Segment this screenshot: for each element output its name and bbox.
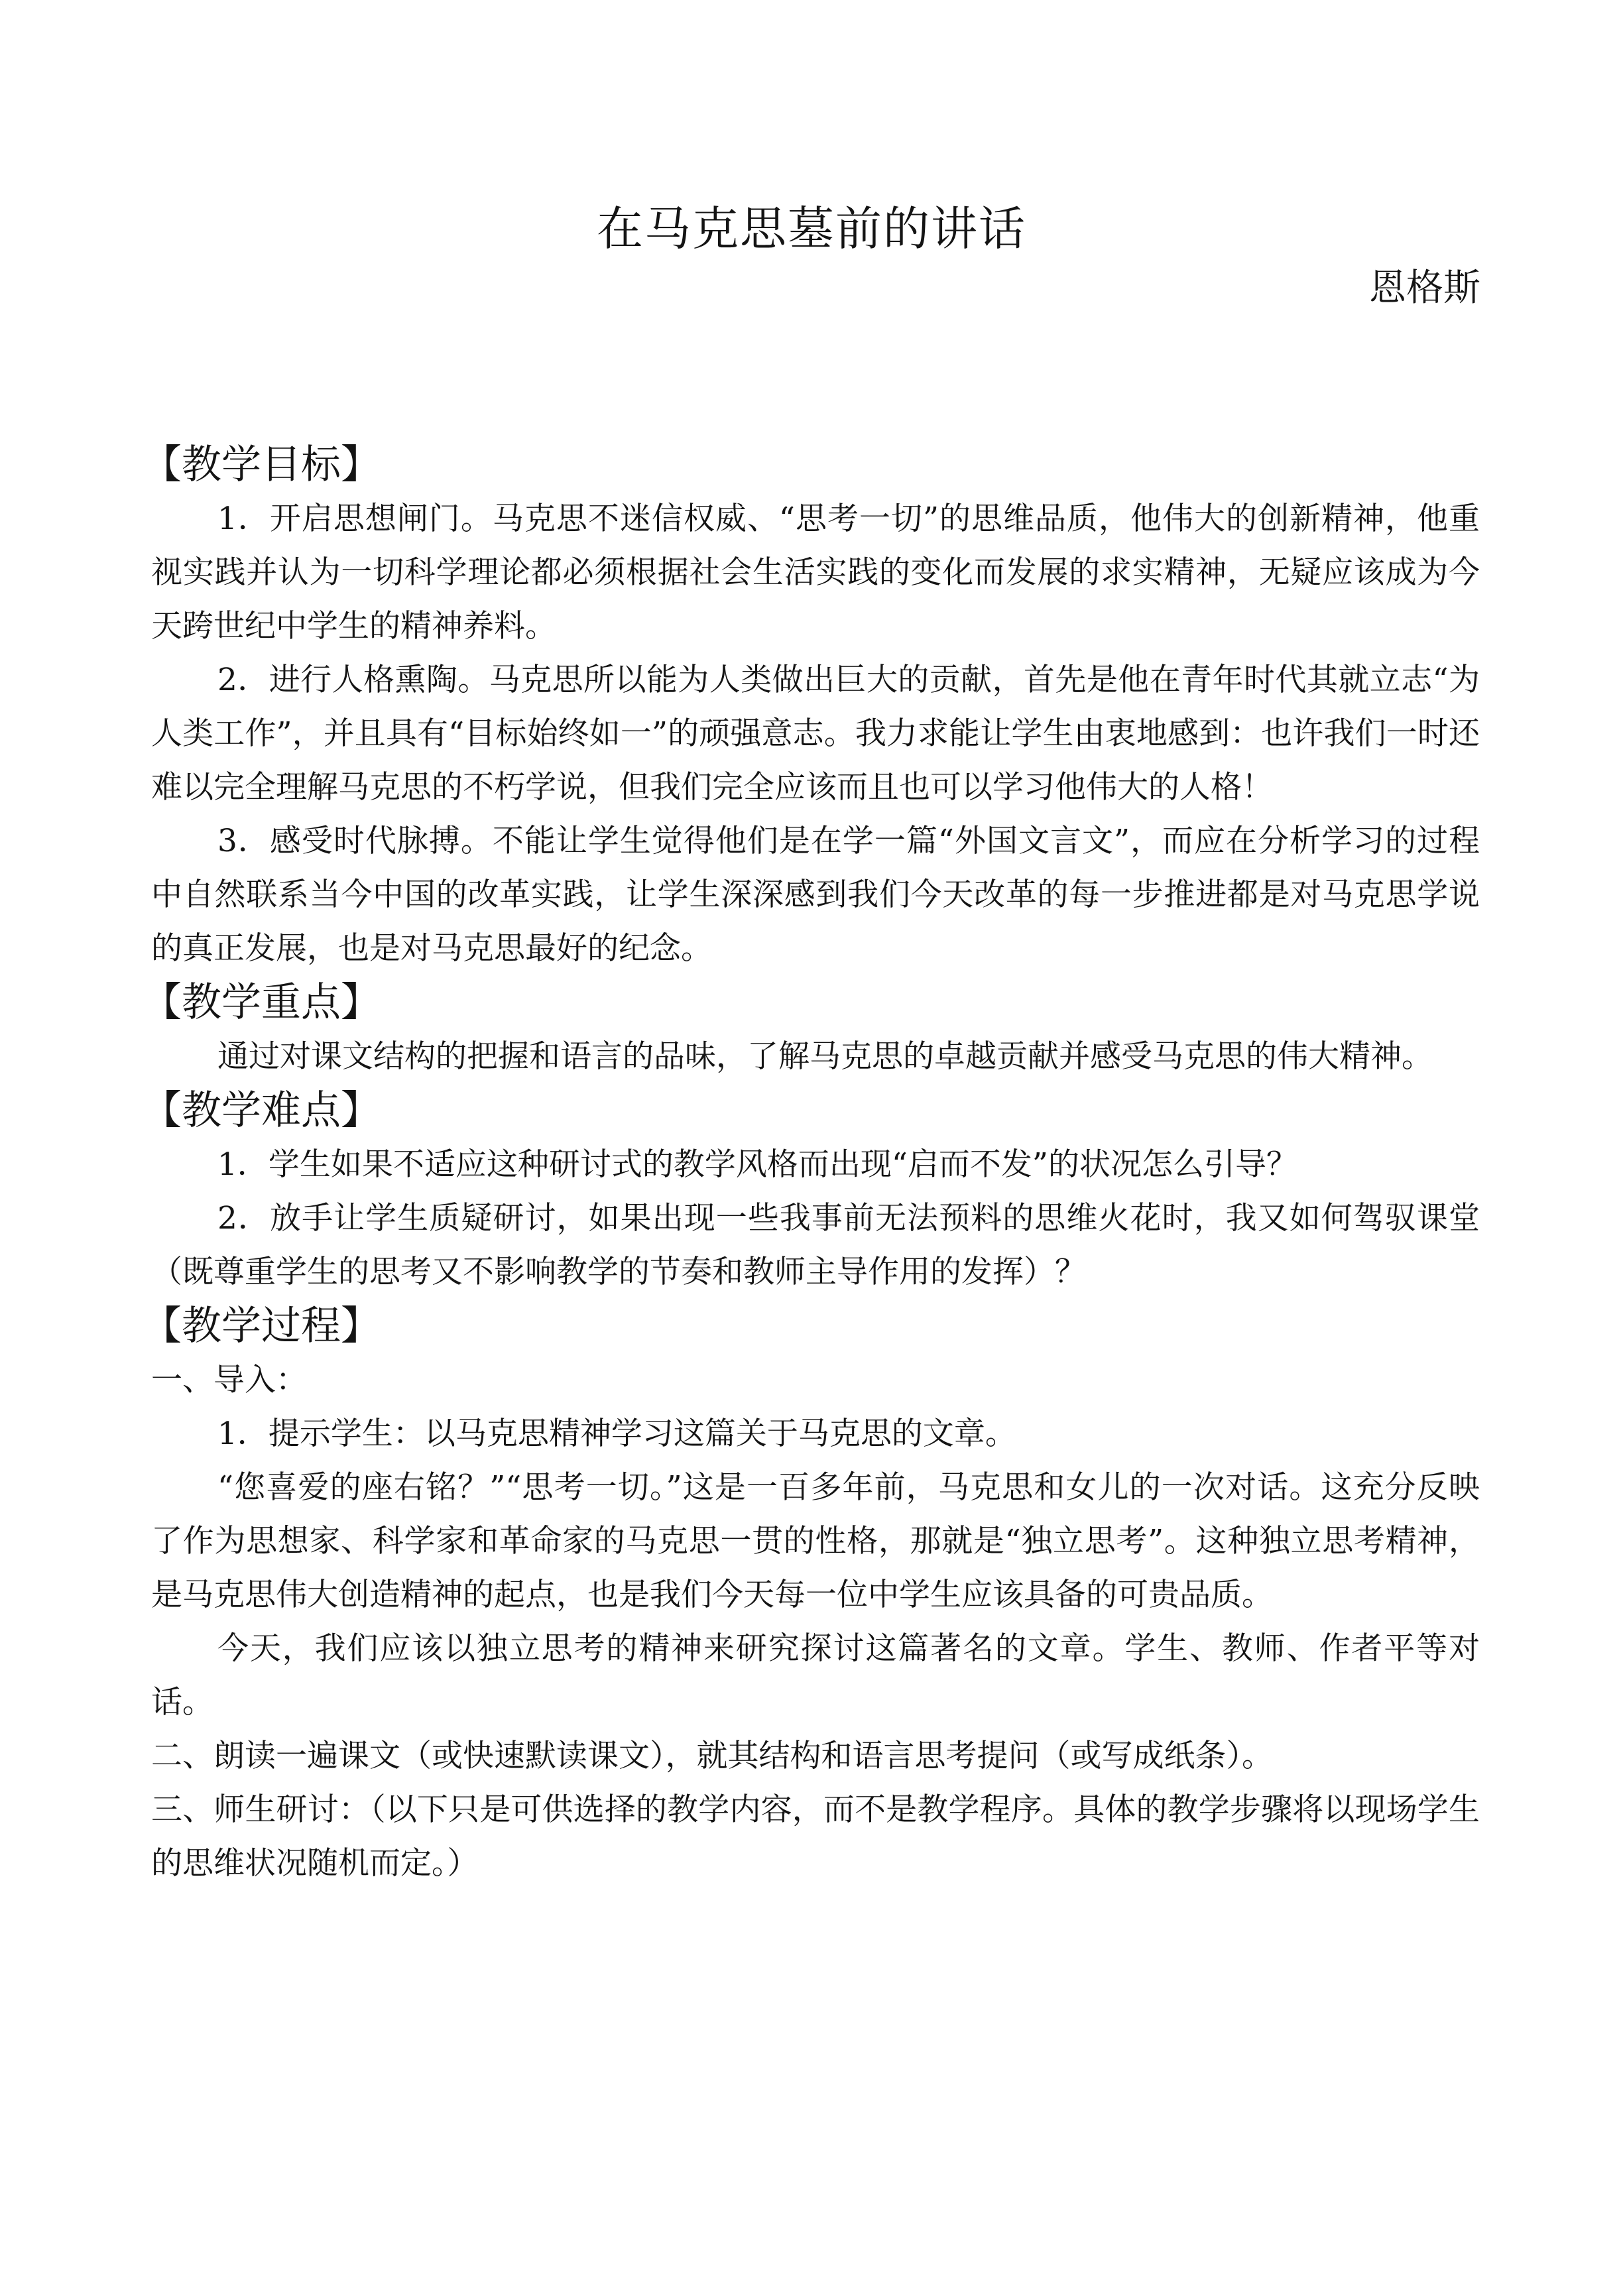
focus-paragraph-1: 通过对课文结构的把握和语言的品味，了解马克思的卓越贡献并感受马克思的伟大精神。 bbox=[217, 1038, 1433, 1075]
difficulty-paragraph-2: 2．放手让学生质疑研讨，如果出现一些我事前无法预料的思维火花时，我又如何驾驭课堂（既尊重学生的思考又不影响教学的节奏和教师主导作用的发挥）？ bbox=[151, 1200, 1480, 1290]
section-heading-process: 【教学过程】 bbox=[142, 1303, 381, 1349]
goals-paragraph-2: 2．进行人格熏陶。马克思所以能为人类做出巨大的贡献，首先是他在青年时代其就立志“为人类工作”，并且具有“目标始终如一”的顽强意志。我力求能让学生由衷地感到：也许我们一时还难以完全理解马克思的不朽学说，但我们完全应该而且也可以学习他伟大的人格！ bbox=[151, 662, 1480, 806]
process-step-1-paragraph-2: “您喜爱的座右铭？”“思考一切。”这是一百多年前，马克思和女儿的一次对话。这充分反映了作为思想家、科学家和革命家的马克思一贯的性格，那就是“独立思考”。这种独立思考精神，是马克思伟大创造精神的起点，也是我们今天每一位中学生应该具备的可贵品质。 bbox=[151, 1469, 1480, 1613]
process-step-1-title: 一、导入： bbox=[151, 1362, 307, 1398]
process-step-1-paragraph-3: 今天，我们应该以独立思考的精神来研究探讨这篇著名的文章。学生、教师、作者平等对话。 bbox=[151, 1630, 1480, 1721]
section-heading-difficulty: 【教学难点】 bbox=[142, 1087, 381, 1134]
process-step-1-paragraph-1: 1．提示学生：以马克思精神学习这篇关于马克思的文章。 bbox=[217, 1416, 1016, 1452]
section-heading-focus: 【教学重点】 bbox=[142, 979, 381, 1026]
document-title: 在马克思墓前的讲话 bbox=[597, 202, 1026, 256]
goals-paragraph-1: 1．开启思想闸门。马克思不迷信权威、“思考一切”的思维品质，他伟大的创新精神，他重视实践并认为一切科学理论都必须根据社会生活实践的变化而发展的求实精神，无疑应该成为今天跨世纪中学生的精神养料。 bbox=[151, 501, 1480, 644]
process-step-3: 三、师生研讨：（以下只是可供选择的教学内容，而不是教学程序。具体的教学步骤将以现场学生的思维状况随机而定。） bbox=[151, 1791, 1480, 1882]
goals-paragraph-3: 3．感受时代脉搏。不能让学生觉得他们是在学一篇“外国文言文”，而应在分析学习的过程中自然联系当今中国的改革实践，让学生深深感到我们今天改革的每一步推进都是对马克思学说的真正发展，也是对马克思最好的纪念。 bbox=[151, 823, 1480, 967]
document-body bbox=[142, 438, 1480, 1890]
document-author: 恩格斯 bbox=[1369, 267, 1480, 310]
section-heading-goals: 【教学目标】 bbox=[142, 442, 381, 488]
difficulty-paragraph-1: 1．学生如果不适应这种研讨式的教学风格而出现“启而不发”的状况怎么引导？ bbox=[217, 1146, 1297, 1183]
process-step-2: 二、朗读一遍课文（或快速默读课文），就其结构和语言思考提问（或写成纸条）。 bbox=[151, 1738, 1273, 1774]
